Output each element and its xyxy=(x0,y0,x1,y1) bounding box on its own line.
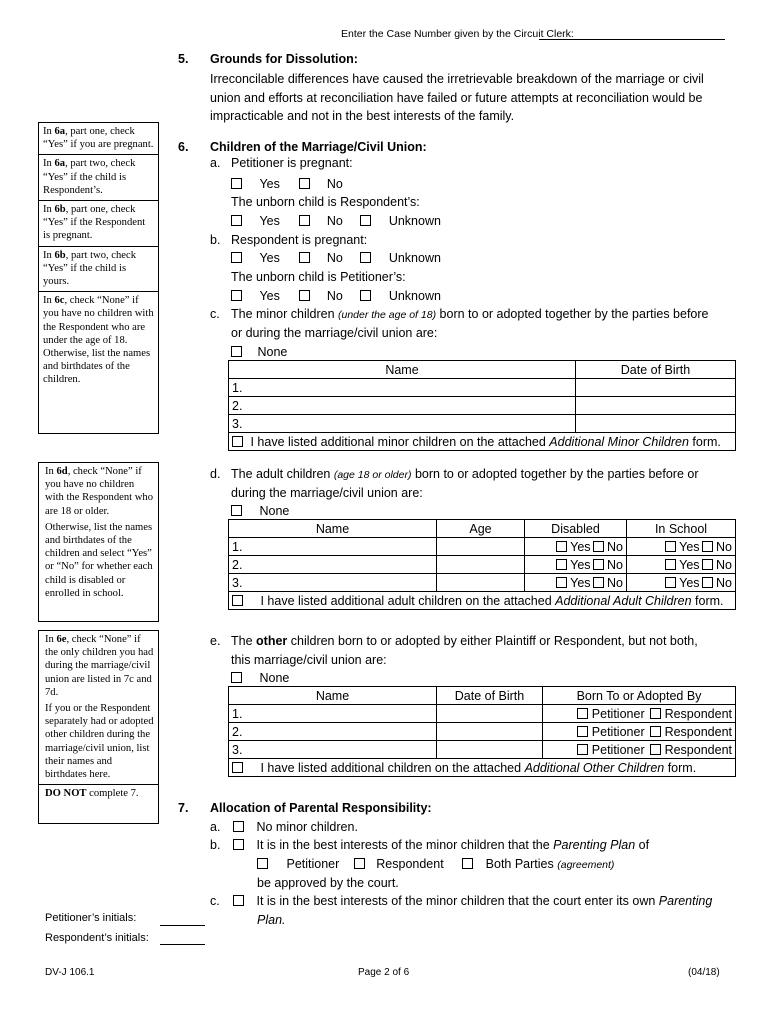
label-no: No xyxy=(326,177,343,191)
item-7c-label: c. xyxy=(210,894,220,908)
table-row[interactable]: 1. xyxy=(229,379,736,397)
checkbox-school-no[interactable] xyxy=(702,541,713,552)
label-none: None xyxy=(257,345,288,359)
row-6c-none xyxy=(231,345,287,359)
checkbox-school-no[interactable] xyxy=(702,559,713,570)
item-6a-text: Petitioner is pregnant: xyxy=(231,156,353,170)
col-header-dob: Date of Birth xyxy=(437,687,543,705)
sidebar-instructions-6e xyxy=(38,630,159,824)
item-7c-line2: Plan. xyxy=(257,913,286,927)
row-6a-yes-no xyxy=(231,177,343,191)
checkbox-7b-both-parties[interactable] xyxy=(462,858,473,869)
label-yes: Yes xyxy=(259,177,280,191)
label-yes: Yes xyxy=(259,289,280,303)
sidebar-instructions-6d xyxy=(38,462,159,622)
row-7c: It is in the best interests of the minor children that the court enter its own Parenting xyxy=(233,894,712,908)
checkbox-7b-parenting-plan[interactable] xyxy=(233,839,244,850)
checkbox-6b-unborn-unknown[interactable] xyxy=(360,290,371,301)
page-number: Page 2 of 6 xyxy=(358,967,410,978)
label-yes: Yes xyxy=(259,214,280,228)
checkbox-6b-no[interactable] xyxy=(299,252,310,263)
checkbox-6a-unborn-unknown[interactable] xyxy=(360,215,371,226)
checkbox-respondent[interactable] xyxy=(650,744,661,755)
section-7-number: 7. xyxy=(178,801,189,815)
instruction-6d: In 6d, check “None” if you have no children with the Respondent who are 18 or older. Otherwise, list the names and birthdates of the children and select “Yes” or “No” for whether each child is disabled or enrolled in school. xyxy=(45,466,153,599)
instruction-6c: In 6c, check “None” if you have no children with the Respondent who are under the age of 18. Otherwise, list the names and birthdates of the children. xyxy=(43,295,154,386)
instruction-6e: In 6e, check “None” if the only children you had during the marriage/civil union are listed in 7c and 7d. If you or the Respondent separately had or adopted other children during the marriage/civil union, list their names and birthdates here. xyxy=(39,631,158,785)
item-6b-text: Respondent is pregnant: xyxy=(231,233,368,247)
table-row[interactable]: 1. Yes No Yes No xyxy=(229,538,736,556)
instruction-6b-part2: In 6b, part two, check “Yes” if the child is yours. xyxy=(39,247,158,293)
item-6e-text-line2: this marriage/civil union are: xyxy=(231,653,387,667)
checkbox-7a-no-minor-children[interactable] xyxy=(233,821,244,832)
col-header-dob: Date of Birth xyxy=(576,361,736,379)
table-6d-adult-children xyxy=(228,519,736,610)
label-none: None xyxy=(259,504,290,518)
table-row[interactable]: 3. Yes No Yes No xyxy=(229,574,736,592)
petitioner-initials-label: Petitioner’s initials: xyxy=(45,912,137,924)
label-unknown: Unknown xyxy=(388,214,441,228)
checkbox-school-no[interactable] xyxy=(702,577,713,588)
table-6c-minor-children xyxy=(228,360,736,451)
case-number-field[interactable] xyxy=(539,39,725,40)
item-6c-text-line2: or during the marriage/civil union are: xyxy=(231,326,438,340)
table-row[interactable]: 2. Yes No Yes No xyxy=(229,556,736,574)
row-6b-options xyxy=(231,251,441,265)
checkbox-6c-none[interactable] xyxy=(231,346,242,357)
instruction-do-not-complete-7: DO NOT complete 7. xyxy=(45,788,139,800)
item-6b-label: b. xyxy=(210,233,221,247)
checkbox-6a-no[interactable] xyxy=(299,178,310,189)
col-header-disabled: Disabled xyxy=(525,520,627,538)
item-6c-text: The minor children (under the age of 18) born to or adopted together by the parties before xyxy=(231,307,709,321)
sidebar-instructions-6a-6c xyxy=(38,122,159,434)
checkbox-6b-unborn-no[interactable] xyxy=(299,290,310,301)
checkbox-school-yes[interactable] xyxy=(665,541,676,552)
table-row[interactable]: 3. Petitioner Respondent xyxy=(229,741,736,759)
row-6e-additional: I have listed additional children on the attached Additional Other Children form. xyxy=(229,759,736,777)
col-header-born-to: Born To or Adopted By xyxy=(543,687,736,705)
checkbox-6b-yes[interactable] xyxy=(231,252,242,263)
row-7a: No minor children. xyxy=(233,820,358,834)
checkbox-school-yes[interactable] xyxy=(665,559,676,570)
checkbox-6b-unknown[interactable] xyxy=(360,252,371,263)
respondent-initials-field[interactable] xyxy=(160,944,205,945)
checkbox-petitioner[interactable] xyxy=(577,726,588,737)
table-row[interactable]: 1. Petitioner Respondent xyxy=(229,705,736,723)
item-6e-label: e. xyxy=(210,634,221,648)
row-6a-unborn-options xyxy=(231,214,441,228)
item-6d-text-line2: during the marriage/civil union are: xyxy=(231,486,423,500)
checkbox-respondent[interactable] xyxy=(650,708,661,719)
checkbox-6c-additional[interactable] xyxy=(232,436,243,447)
checkbox-disabled-yes[interactable] xyxy=(556,541,567,552)
item-6b-unborn-petitioner: The unborn child is Petitioner’s: xyxy=(231,270,406,284)
section-6-title: Children of the Marriage/Civil Union: xyxy=(210,140,427,154)
checkbox-6a-yes[interactable] xyxy=(231,178,242,189)
section-7-title: Allocation of Parental Responsibility: xyxy=(210,801,432,815)
form-id: DV-J 106.1 xyxy=(45,967,95,978)
checkbox-6e-additional[interactable] xyxy=(232,762,243,773)
checkbox-6a-unborn-yes[interactable] xyxy=(231,215,242,226)
row-6c-additional: I have listed additional minor children on the attached Additional Minor Children form. xyxy=(229,433,736,451)
table-6e-other-children xyxy=(228,686,736,777)
section-6-number: 6. xyxy=(178,140,189,154)
section-5-title: Grounds for Dissolution: xyxy=(210,52,358,66)
item-7a-label: a. xyxy=(210,820,221,834)
item-6d-label: d. xyxy=(210,467,221,481)
label-unknown: Unknown xyxy=(388,289,441,303)
checkbox-disabled-yes[interactable] xyxy=(556,577,567,588)
table-row[interactable]: 2. Petitioner Respondent xyxy=(229,723,736,741)
item-6a-unborn-respondent: The unborn child is Respondent’s: xyxy=(231,195,420,209)
col-header-in-school: In School xyxy=(627,520,736,538)
checkbox-disabled-no[interactable] xyxy=(593,559,604,570)
instruction-6a-part1: In 6a, part one, check “Yes” if you are pregnant. xyxy=(39,123,158,155)
checkbox-respondent[interactable] xyxy=(650,726,661,737)
item-6e-text: The other children born to or adopted by either Plaintiff or Respondent, but not both, xyxy=(231,634,698,648)
col-header-name: Name xyxy=(229,687,437,705)
checkbox-disabled-no[interactable] xyxy=(593,577,604,588)
section-5-body: Irreconcilable differences have caused the irretrievable breakdown of the marriage or civil union and efforts at reconciliation have failed or future attempts at reconciliation would be impracticable and not in the best interests of the family. xyxy=(210,72,704,123)
checkbox-disabled-no[interactable] xyxy=(593,541,604,552)
row-6d-additional: I have listed additional adult children on the attached Additional Adult Children form. xyxy=(229,592,736,610)
item-7b-approved: be approved by the court. xyxy=(257,876,399,890)
col-header-name: Name xyxy=(229,361,576,379)
label-no: No xyxy=(326,289,343,303)
label-unknown: Unknown xyxy=(388,251,441,265)
checkbox-6d-additional[interactable] xyxy=(232,595,243,606)
row-7b-parties: Petitioner Respondent Both Parties (agreement) xyxy=(257,857,614,871)
checkbox-6d-none[interactable] xyxy=(231,505,242,516)
table-row[interactable]: 2. xyxy=(229,397,736,415)
col-header-age: Age xyxy=(437,520,525,538)
label-none: None xyxy=(259,671,290,685)
checkbox-disabled-yes[interactable] xyxy=(556,559,567,570)
item-6a-label: a. xyxy=(210,156,221,170)
label-no: No xyxy=(326,214,343,228)
row-7b: It is in the best interests of the minor children that the Parenting Plan of xyxy=(233,838,649,852)
col-header-name: Name xyxy=(229,520,437,538)
instruction-6b-part1: In 6b, part one, check “Yes” if the Respondent is pregnant. xyxy=(39,201,158,247)
label-no: No xyxy=(326,251,343,265)
table-row[interactable]: 3. xyxy=(229,415,736,433)
section-5-number: 5. xyxy=(178,52,189,66)
case-number-label: Enter the Case Number given by the Circuit Clerk: xyxy=(341,28,574,40)
row-6d-none xyxy=(231,504,289,518)
checkbox-petitioner[interactable] xyxy=(577,708,588,719)
row-6b-unborn-options xyxy=(231,289,441,303)
item-7b-label: b. xyxy=(210,838,221,852)
checkbox-6e-none[interactable] xyxy=(231,672,242,683)
checkbox-7c-court-plan[interactable] xyxy=(233,895,244,906)
respondent-initials-label: Respondent’s initials: xyxy=(45,932,149,944)
item-6d-text: The adult children (age 18 or older) born to or adopted together by the parties before or xyxy=(231,467,699,481)
checkbox-7b-petitioner[interactable] xyxy=(257,858,268,869)
checkbox-6b-unborn-yes[interactable] xyxy=(231,290,242,301)
item-6c-label: c. xyxy=(210,307,220,321)
checkbox-school-yes[interactable] xyxy=(665,577,676,588)
instruction-6a-part2: In 6a, part two, check “Yes” if the child is Respondent’s. xyxy=(39,155,158,201)
checkbox-petitioner[interactable] xyxy=(577,744,588,755)
checkbox-7b-respondent[interactable] xyxy=(354,858,365,869)
petitioner-initials-field[interactable] xyxy=(160,925,205,926)
label-yes: Yes xyxy=(259,251,280,265)
form-date: (04/18) xyxy=(688,967,720,978)
checkbox-6a-unborn-no[interactable] xyxy=(299,215,310,226)
row-6e-none xyxy=(231,671,289,685)
